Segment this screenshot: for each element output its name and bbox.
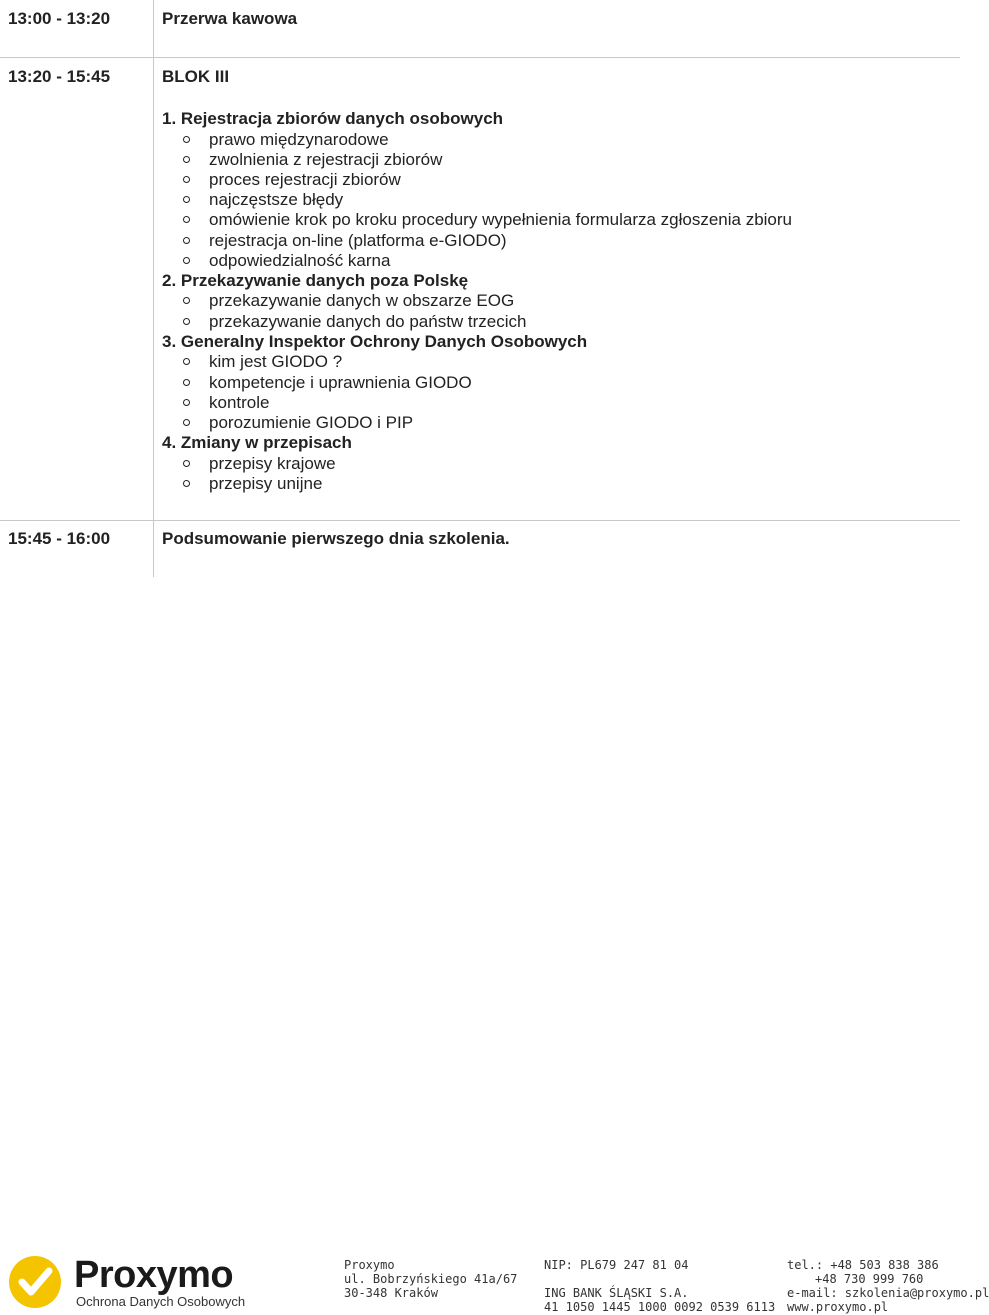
- footer-contact: [787, 1258, 989, 1314]
- footer-bank: [544, 1258, 775, 1314]
- section-item: [162, 312, 960, 332]
- circle-bullet-icon: [183, 480, 190, 487]
- circle-bullet-icon: [183, 460, 190, 467]
- agenda-title: Przerwa kawowa: [162, 9, 298, 28]
- section-heading: 2. Przekazywanie danych poza Polskę: [162, 270, 469, 290]
- agenda-table: [0, 0, 960, 577]
- section-item: [162, 474, 960, 494]
- section-heading: 3. Generalny Inspektor Ochrony Danych Osobowych: [162, 331, 588, 351]
- agenda-title: Podsumowanie pierwszego dnia szkolenia.: [162, 529, 510, 548]
- section-item-text: najczęstsze błędy: [209, 190, 344, 210]
- phone-2[interactable]: +48 730 999 760: [815, 1272, 924, 1286]
- section-item-text: przekazywanie danych w obszarze EOG: [209, 291, 515, 311]
- section-item-text: kompetencje i uprawnienia GIODO: [209, 372, 472, 392]
- circle-bullet-icon: [183, 257, 190, 264]
- section-heading: 1. Rejestracja zbiorów danych osobowych: [162, 109, 504, 128]
- circle-bullet-icon: [183, 297, 190, 304]
- section-item-text: porozumienie GIODO i PIP: [209, 412, 414, 432]
- phone-1[interactable]: +48 503 838 386: [830, 1258, 939, 1272]
- section-item-text: kontrole: [209, 392, 270, 412]
- section-item: [162, 413, 960, 433]
- street: ul. Bobrzyńskiego 41a/67: [344, 1272, 518, 1286]
- section-item: [162, 373, 960, 393]
- circle-bullet-icon: [183, 136, 190, 143]
- circle-bullet-icon: [183, 216, 190, 223]
- section-item: [162, 291, 960, 311]
- agenda-time: 15:45 - 16:00: [8, 529, 111, 548]
- agenda-time: 13:00 - 13:20: [8, 9, 111, 28]
- section-item-text: przekazywanie danych do państw trzecich: [209, 311, 527, 331]
- nip: NIP: PL679 247 81 04: [544, 1258, 689, 1272]
- page-footer: [0, 1252, 989, 1315]
- section-item: [162, 190, 960, 210]
- circle-bullet-icon: [183, 358, 190, 365]
- tel-label: tel.:: [787, 1258, 824, 1272]
- agenda-time: 13:20 - 15:45: [8, 67, 111, 86]
- agenda-row-block3: [0, 58, 960, 521]
- email-link[interactable]: e-mail: szkolenia@proxymo.pl: [787, 1286, 989, 1300]
- section-item: [162, 251, 960, 271]
- section-item-text: kim jest GIODO ?: [209, 352, 343, 372]
- section-item: [162, 210, 960, 230]
- section-item: [162, 454, 960, 474]
- city: 30-348 Kraków: [344, 1286, 438, 1300]
- circle-bullet-icon: [183, 196, 190, 203]
- website-link[interactable]: www.proxymo.pl: [787, 1300, 889, 1314]
- section-heading: 4. Zmiany w przepisach: [162, 433, 352, 453]
- circle-bullet-icon: [183, 318, 190, 325]
- section-item-text: przepisy krajowe: [209, 453, 336, 473]
- section-item: [162, 130, 960, 150]
- section-item: [162, 393, 960, 413]
- bank-account: 41 1050 1445 1000 0092 0539 6113: [544, 1300, 776, 1314]
- circle-bullet-icon: [183, 237, 190, 244]
- section-item-text: przepisy unijne: [209, 473, 323, 493]
- section-item: [162, 150, 960, 170]
- section-item: [162, 231, 960, 251]
- agenda-content: [153, 521, 960, 577]
- footer-address: [344, 1258, 517, 1300]
- circle-bullet-icon: [183, 379, 190, 386]
- bank-name: ING BANK ŚLĄSKI S.A.: [544, 1286, 689, 1300]
- company-name: Proxymo: [344, 1258, 395, 1272]
- brand-name: Proxymo: [74, 1254, 234, 1296]
- block3-sections: [162, 109, 960, 494]
- section-item-text: proces rejestracji zbiorów: [209, 169, 401, 189]
- section-item-text: prawo międzynarodowe: [209, 129, 389, 149]
- circle-bullet-icon: [183, 399, 190, 406]
- circle-bullet-icon: [183, 176, 190, 183]
- agenda-title: BLOK III: [162, 67, 230, 86]
- brand-tagline: Ochrona Danych Osobowych: [76, 1294, 246, 1309]
- checkmark-logo-icon: [9, 1256, 61, 1308]
- agenda-row-summary: [0, 521, 960, 577]
- circle-bullet-icon: [183, 156, 190, 163]
- circle-bullet-icon: [183, 419, 190, 426]
- section-item: [162, 352, 960, 372]
- section-item-text: omówienie krok po kroku procedury wypełnienia formularza zgłoszenia zbioru: [209, 210, 793, 230]
- section-item: [162, 170, 960, 190]
- section-item-text: zwolnienia z rejestracji zbiorów: [209, 149, 443, 169]
- section-item-text: rejestracja on-line (platforma e-GIODO): [209, 230, 507, 250]
- section-item-text: odpowiedzialność karna: [209, 250, 391, 270]
- agenda-content: [153, 3, 960, 520]
